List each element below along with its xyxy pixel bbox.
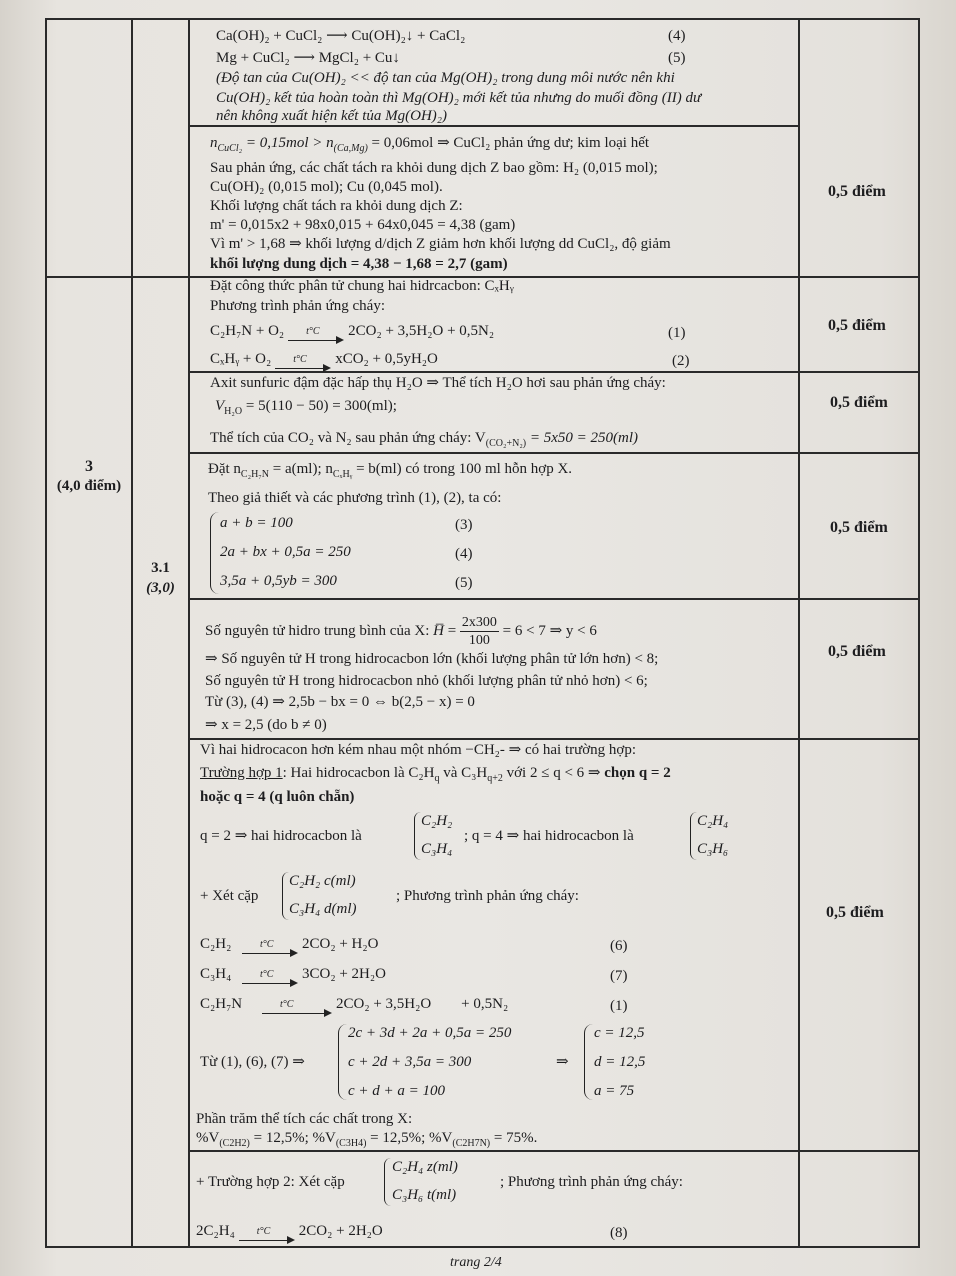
- eq-number-4: (4): [455, 546, 473, 562]
- text-line: Cu(OH)₂ (0,015 mol); Cu (0,045 mol).: [210, 179, 443, 195]
- text-line: Số nguyên tử H trong hidrocacbon nhỏ (khối lượng phân tử nhỏ hơn) < 6;: [205, 673, 648, 689]
- pair-brace: [282, 872, 289, 920]
- score-label: 0,5 điểm: [826, 904, 884, 921]
- formula: C₂H₂ c(ml): [289, 873, 356, 889]
- mass-decrease-result: khối lượng dung dịch = 4,38 − 1,68 = 2,7 (gam): [210, 256, 508, 272]
- mass-calculation: m' = 0,015x2 + 98x0,015 + 64x0,045 = 4,38 (gam): [210, 217, 516, 233]
- system-brace: [584, 1024, 593, 1100]
- text-line: ⇒ x = 2,5 (do b ≠ 0): [205, 717, 327, 733]
- case-1-heading: Trường hợp 1: Hai hidrocacbon là $C_2H_q$ và $C_3H_{q+2}$ với 2 ≤ q < 6 ⇒ chọn q = 2: [200, 765, 671, 784]
- formula: C₂H₂: [421, 813, 453, 829]
- hydrogen-average: Số nguyên tử hidro trung bình của X: H̅ = $\frac{2x300}{100}$ = 6 < 7 ⇒ y < 6: [205, 615, 597, 648]
- equation-line: 2c + 3d + 2a + 0,5a = 250: [348, 1025, 512, 1041]
- question-number: 3: [85, 458, 93, 475]
- eq-number-1: (1): [610, 998, 628, 1014]
- note-line-2: Cu(OH)₂ kết tủa hoàn toàn thì Mg(OH)₂ mới kết tủa nhưng do muối đồng (II) dư: [216, 90, 702, 106]
- fraction: $\frac{2x300}{100}$: [461, 615, 497, 648]
- system-brace: [210, 512, 219, 594]
- text-line: Phương trình phản ứng cháy:: [210, 298, 386, 314]
- column-divider-1: [131, 18, 133, 1248]
- eq-number-5: (5): [668, 50, 686, 66]
- note-line-3: nên không xuất hiện kết tủa Mg(OH)₂): [216, 108, 447, 124]
- eq-number-4: (4): [668, 28, 686, 44]
- water-volume: $V_{H_2O} = 5(110 - 50) = 300(ml)$;: [215, 398, 397, 417]
- eq-number-5: (5): [455, 575, 473, 591]
- column-divider-2: [188, 18, 190, 1248]
- eq-number-3: (3): [455, 517, 473, 533]
- row-border-6: [188, 738, 920, 740]
- equation-4-system: 2a + bx + 0,5a = 250: [220, 544, 351, 560]
- subquestion-points: (3,0): [146, 580, 175, 596]
- column-divider-3: [798, 18, 800, 1248]
- equation-3: a + b = 100: [220, 515, 293, 531]
- text-line: Vì hai hidrocacon hơn kém nhau một nhóm −CH₂- ⇒ có hai trường hợp:: [200, 742, 637, 758]
- eq-number-2: (2): [672, 353, 690, 369]
- formula: C₃H₆ t(ml): [392, 1187, 457, 1203]
- equation-8: 2C₂H₄ t°C 2CO₂ + 2H₂O: [196, 1223, 383, 1239]
- pair-brace: [384, 1158, 391, 1206]
- text-line: Từ (1), (6), (7) ⇒: [200, 1054, 305, 1070]
- row-border-4: [188, 452, 920, 454]
- solution-c: c = 12,5: [594, 1025, 645, 1041]
- text-line: Phần trăm thể tích các chất trong X:: [196, 1111, 413, 1127]
- formula: C₃H₆: [697, 841, 729, 857]
- text-line: ; q = 4 ⇒ hai hidrocacbon là: [464, 828, 634, 844]
- equation-1-repeat: C₂H₇N t°C 2CO₂ + 3,5H₂O + 0,5N₂: [200, 996, 509, 1012]
- formula: C₃H₄: [421, 841, 453, 857]
- row-border-5: [188, 598, 920, 600]
- text-line: Theo giả thiết và các phương trình (1), (2), ta có:: [208, 490, 502, 506]
- equation-6: C₂H₂ t°C 2CO₂ + H₂O: [200, 936, 379, 952]
- mole-comparison: $n_{CuCl_2} = 0,15mol > n_{(Ca,Mg)} = 0,06mol$ ⇒ CuCl₂ phản ứng dư; kim loại hết: [210, 135, 650, 154]
- equation-line: c + d + a = 100: [348, 1083, 446, 1099]
- row-border-3: [188, 371, 920, 373]
- page-number: trang 2/4: [450, 1255, 502, 1270]
- equation-7: C₃H₄ t°C 3CO₂ + 2H₂O: [200, 966, 386, 982]
- eq-number-6: (6): [610, 938, 628, 954]
- row-border-1: [188, 125, 798, 127]
- text-line: hoặc q = 4 (q luôn chẵn): [200, 789, 355, 805]
- table-border-left: [45, 18, 47, 1248]
- solution-a: a = 75: [594, 1083, 635, 1099]
- score-label: 0,5 điểm: [828, 183, 886, 200]
- system-brace: [338, 1024, 347, 1100]
- row-border-top: [45, 18, 920, 20]
- text-line: ; Phương trình phản ứng cháy:: [500, 1174, 683, 1190]
- equation-1: C₂H₇N + O₂ t°C 2CO₂ + 3,5H₂O + 0,5N₂: [210, 323, 495, 339]
- text-line: Sau phản ứng, các chất tách ra khỏi dung dịch Z bao gồm: H₂ (0,015 mol);: [210, 160, 658, 176]
- text-line: ⇒ Số nguyên tử H trong hidrocacbon lớn (khối lượng phân tử lớn hơn) < 8;: [205, 651, 659, 667]
- text-line: ; Phương trình phản ứng cháy:: [396, 888, 579, 904]
- row-border-bottom: [45, 1246, 920, 1248]
- variable-definition: Đặt $n_{C_2H_7N} = a(ml)$; $n_{C_xHᵧ} = b(ml)$ có trong 100 ml hỗn hợp X.: [208, 461, 573, 480]
- question-points: (4,0 điểm): [56, 478, 122, 494]
- text-line: Vì m' > 1,68 ⇒ khối lượng d/dịch Z giảm hơn khối lượng dd CuCl₂, độ giảm: [210, 236, 671, 252]
- equation-5: Mg + CuCl₂ ⟶ MgCl₂ + Cu↓: [216, 50, 400, 66]
- equation-line: c + 2d + 3,5a = 300: [348, 1054, 472, 1070]
- gas-volume: Thể tích của CO₂ và N₂ sau phản ứng cháy: $V_{(CO_2+N_2)} = 5x50 = 250(ml)$: [210, 430, 639, 449]
- volume-percentages: $\%V_{(C2H2)} = 12,5\%$; $\%V_{(C3H4)} = 12,5\%$; $\%V_{(C2H7N)} = 75\%$.: [196, 1130, 538, 1149]
- text-line: + Xét cặp: [200, 888, 259, 904]
- note-line-1: (Độ tan của Cu(OH)₂ << độ tan của Mg(OH)₂ trong dung môi nước nên khi: [216, 70, 675, 86]
- eq-number-1: (1): [668, 325, 686, 341]
- text-line: Từ (3), (4) ⇒ 2,5b − bx = 0 ⇔ b(2,5 − x) = 0: [205, 694, 475, 710]
- score-label: 0,5 điểm: [830, 394, 888, 411]
- pair-brace: [414, 812, 421, 860]
- solution-d: d = 12,5: [594, 1054, 646, 1070]
- score-label: 0,5 điểm: [828, 317, 886, 334]
- table-border-right: [918, 18, 920, 1248]
- text-line: Đặt công thức phân tử chung hai hidrcacbon: CₓHᵧ: [210, 278, 514, 294]
- implies: ⇒: [556, 1054, 569, 1070]
- formula: C₂H₄ z(ml): [392, 1159, 458, 1175]
- formula: C₃H₄ d(ml): [289, 901, 357, 917]
- case-2-heading: + Trường hợp 2: Xét cặp: [196, 1174, 345, 1190]
- text-line: Axit sunfuric đậm đặc hấp thụ H₂O ⇒ Thể tích H₂O hơi sau phản ứng cháy:: [210, 375, 666, 391]
- subquestion-number: 3.1: [151, 560, 170, 576]
- case-pairs: q = 2 ⇒ hai hidrocacbon là: [200, 828, 362, 844]
- equation-4: Ca(OH)₂ + CuCl₂ ⟶ Cu(OH)₂↓ + CaCl₂: [216, 28, 466, 44]
- equation-5-system: 3,5a + 0,5yb = 300: [220, 573, 337, 589]
- eq-number-8: (8): [610, 1225, 628, 1241]
- formula: C₂H₄: [697, 813, 729, 829]
- score-label: 0,5 điểm: [828, 643, 886, 660]
- equation-2: CₓHᵧ + O₂ t°C xCO₂ + 0,5yH₂O: [210, 351, 438, 367]
- text-line: Khối lượng chất tách ra khỏi dung dịch Z:: [210, 198, 463, 214]
- eq-number-7: (7): [610, 968, 628, 984]
- score-label: 0,5 điểm: [830, 519, 888, 536]
- pair-brace: [690, 812, 697, 860]
